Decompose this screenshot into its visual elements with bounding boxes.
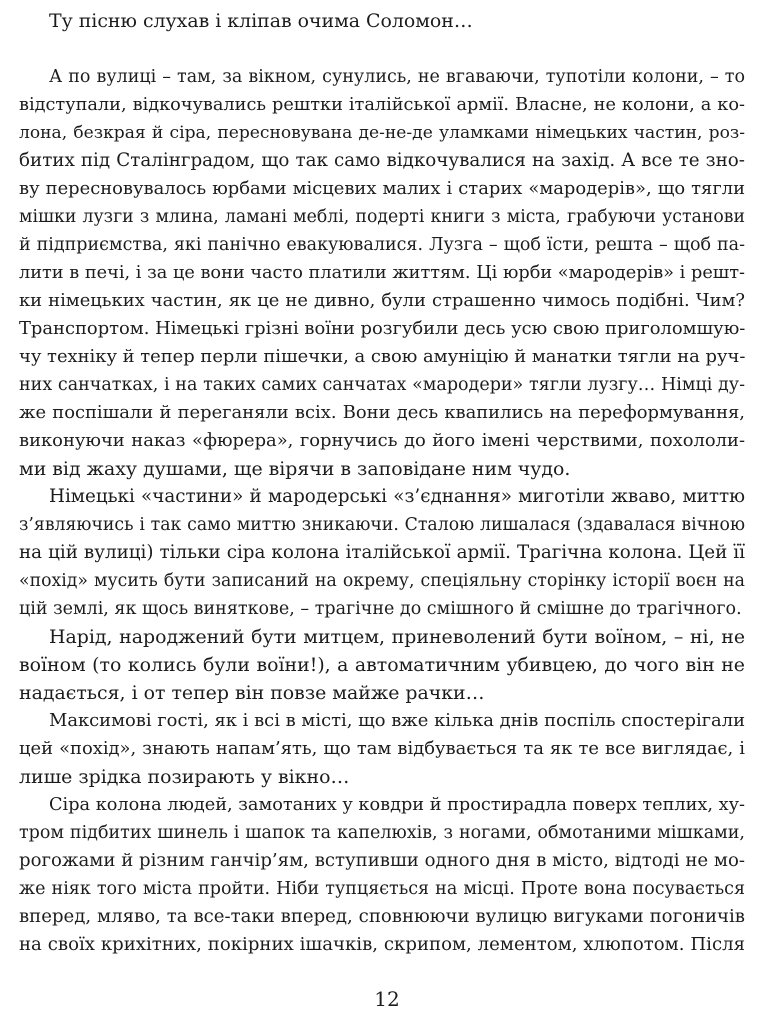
text-line: А по вулиці – там, за вікном, сунулись, не вгаваючи, тупотіли колони, – то: [49, 67, 745, 87]
text-line: виконуючи наказ «фюрера», горнучись до його імені черствими, похололи-: [19, 430, 745, 451]
text-line: Нарід, народжений бути митцем, приневолений бути воїном, – ні, не: [49, 626, 745, 648]
text-line: битих під Сталінградом, що так само відкочувалися на захід. А все те зно-: [19, 150, 745, 171]
text-line: ки німецьких частин, як це не дивно, були страшенно чимось подібні. Чим?: [19, 290, 745, 311]
text-line: воїном (то колись були воїни!), а автоматичним убивцею, до чого він не: [19, 654, 745, 676]
text-line: на своїх крихітних, покірних ішачків, скрипом, лементом, хлюпотом. Після: [19, 934, 745, 955]
page-number: 12: [374, 987, 400, 1011]
text-line: Німецькі «частини» й мародерські «з’єднання» миготіли жваво, миттю: [49, 486, 745, 507]
text-line: вперед, мляво, та все-таки вперед, сповнюючи вулицю вигуками погоничів: [19, 906, 745, 927]
text-line: Ту пісню слухав і кліпав очима Соломон…: [49, 10, 473, 32]
text-line: цій землі, як щось виняткове, – трагічне до смішного й смішне до трагічного.: [19, 599, 742, 619]
text-line: ми від жаху душами, ще вірячи в заповідане ним чудо.: [19, 458, 571, 480]
text-line: надається, і от тепер він повзе майже рачки…: [19, 682, 485, 704]
text-line: ву пересновувалось юрбами місцевих малих і старих «мародерів», що тягли: [19, 178, 745, 199]
text-line: тром підбитих шинель і шапок та капелюхів, з ногами, обмотаними мішками,: [19, 823, 745, 843]
text-line: чу техніку й тепер перли пішечки, а свою амуніцію й манатки тягли на руч-: [19, 346, 746, 367]
text-line: лише зрідка позирають у вікно…: [19, 766, 350, 788]
text-line: них санчатках, і на таких самих санчатах «мародери» тягли лузгу… Німці ду-: [19, 375, 745, 395]
text-line: з’являючись і так само миттю зникаючи. Сталою лишалася (здавалася вічною: [19, 515, 745, 535]
text-line: же поспішали й переганяли всіх. Вони десь квапились на переформування,: [19, 402, 745, 423]
text-line: лити в печі, і за це вони часто платили життям. Ці юрби «мародерів» і решт-: [19, 263, 745, 283]
text-line: цей «похід», знають напам’ять, що там відбувається та як те все виглядає, і: [19, 738, 745, 759]
text-line: Максимові гості, як і всі в місті, що вже кілька днів поспіль спостерігали: [49, 710, 745, 731]
text-line: на цій вулиці) тільки сіра колона італійської армії. Трагічна колона. Цей її: [19, 542, 745, 563]
text-line: «похід» мусить бути записаний на окрему, спеціяльну сторінку історії воєн на: [19, 571, 745, 591]
text-line: рогожами й різним ганчір’ям, вступивши одного дня в місто, відтоді не мо-: [19, 850, 745, 871]
text-line: Сіра колона людей, замотаних у ковдри й простирадла поверх теплих, ху-: [49, 795, 745, 815]
text-line: відступали, відкочувались рештки італійської армії. Власне, не колони, а ко-: [19, 95, 745, 115]
text-line: Транспортом. Німецькі грізні воїни розгубили десь усю свою приголомшую-: [19, 318, 746, 339]
text-line: мішки лузги з млина, ламані меблі, подерті книги з міста, грабуючи установи: [19, 207, 745, 227]
text-line: же ніяк того міста пройти. Ніби тупцяється на місці. Проте вона посувається: [19, 879, 745, 899]
text-line: й підприємства, які панічно евакуювалися. Лузга – щоб їсти, решта – щоб па-: [19, 235, 745, 255]
text-line: лона, безкрая й сіра, пересновувана де-не-де уламками німецьких частин, роз-: [19, 123, 745, 143]
